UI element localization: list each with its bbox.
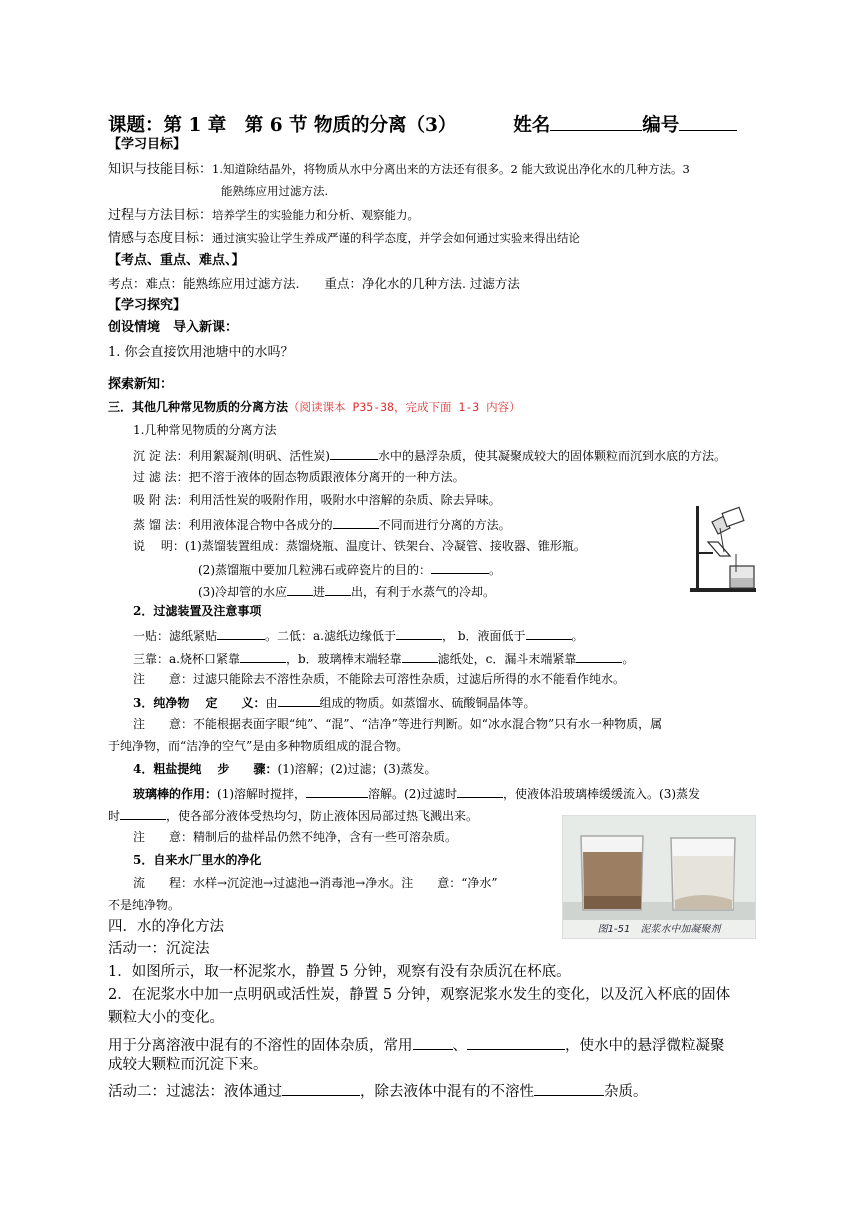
- explain2-b: 。: [489, 563, 502, 577]
- use-blank2: [467, 1034, 565, 1050]
- salt-steps: (1)溶解；(2)过滤；(3)蒸发。: [277, 762, 437, 776]
- lean-blank2: [402, 649, 438, 663]
- notice-pure-1: 注 意：不能根据表面字眼“纯”、“混”、“洁净”等进行判断。如“冰水混合物”只有水一种物质，属: [133, 717, 663, 731]
- explain3-b: 进: [313, 585, 326, 599]
- id-blank: [679, 113, 737, 131]
- title-main: 课题：第 1 章 第 6 节 物质的分离（3）: [108, 115, 457, 136]
- lean-d: 。: [622, 652, 635, 666]
- notice-pure-2: 于纯净物，而“洁净的空气”是由多种物质组成的混合物。: [108, 739, 409, 753]
- tie-a: 一贴：滤纸紧贴: [133, 629, 218, 643]
- explain-3: [198, 582, 495, 600]
- attitude-objective: [108, 230, 580, 247]
- sediment-a: 沉 淀 法：利用絮凝剂(明矾、活性炭): [133, 449, 330, 463]
- use-blank1: [413, 1034, 453, 1050]
- sub2-heading: 2．过滤装置及注意事项: [133, 604, 262, 618]
- rod-label: 玻璃棒的作用：: [133, 787, 218, 801]
- tie-d: 。: [571, 629, 584, 643]
- attitude-text: 通过演实验让学生养成严谨的科学态度，并学会如何通过实验来得出结论: [212, 231, 581, 245]
- section3-note: （阅读课本 P35-38，完成下面 1-3 内容）: [288, 400, 521, 414]
- section4-heading: 四．水的净化方法: [108, 919, 224, 935]
- knowledge-objective: [108, 161, 690, 178]
- step-2a: 2．在泥浆水中加一点明矾或活性炭，静置 5 分钟，观察泥浆水发生的变化，以及沉入杯底的固体: [108, 987, 731, 1003]
- rod-blank2: [457, 784, 503, 798]
- sub5-heading: 5．自来水厂里水的净化: [133, 853, 262, 867]
- tie-blank1: [217, 626, 265, 640]
- distill-a: 蒸 馏 法：利用液体混合物中各成分的: [133, 518, 333, 532]
- use-b: 、: [452, 1038, 467, 1054]
- photo-caption: 图1-51 泥浆水中加凝聚剂: [597, 924, 721, 935]
- usage-line: [108, 1034, 725, 1054]
- section3-heading: [108, 399, 521, 415]
- pure-b: 由: [265, 696, 278, 710]
- tie-b: 。二低：a.滤纸边缘低于: [265, 629, 396, 643]
- knowledge-line1: 1.知道除结晶外，将物质从水中分离出来的方法还有很多。2 能大致说出净化水的几种方法。3: [212, 162, 690, 176]
- objectives-header: 【学习目标】: [108, 137, 187, 152]
- rod-blank1: [306, 784, 368, 798]
- name-blank: [550, 113, 642, 131]
- water-plant-flow-2: 不是纯净物。: [108, 898, 181, 912]
- usage-line-2: 成较大颗粒而沉淀下来。: [108, 1057, 268, 1073]
- act2-c: 杂质。: [604, 1084, 648, 1100]
- keypoints-line: 考点：难点：能熟练应用过滤方法. 重点：净化水的几种方法. 过滤方法: [108, 276, 520, 291]
- tie-c: ， b．液面低于: [442, 629, 526, 643]
- rod2-b: ，使各部分液体受热均匀，防止液体因局部过热飞溅出来。: [166, 809, 479, 823]
- question-1: 1. 你会直接饮用池塘中的水吗？: [108, 345, 294, 360]
- pure-c: 组成的物质。如蒸馏水、硫酸铜晶体等。: [319, 696, 536, 710]
- act2-blank2: [534, 1080, 604, 1096]
- activity-1: 活动一：沉淀法: [108, 941, 210, 957]
- water-plant-flow: 流 程：水样→沉淀池→过滤池→消毒池→净水。注 意：“净水”: [133, 876, 498, 890]
- use-a: 用于分离溶液中混有的不溶性的固体杂质，常用: [108, 1038, 413, 1054]
- step-1: 1．如图所示，取一杯泥浆水，静置 5 分钟，观察有没有杂质沉在杯底。: [108, 964, 571, 980]
- explain-1: 说 明：(1)蒸馏装置组成：蒸馏烧瓶、温度计、铁架台、冷凝管、接收器、锥形瓶。: [133, 539, 586, 553]
- act2-a: 活动二：过滤法：液体通过: [108, 1084, 282, 1100]
- glass-rod-role: [133, 784, 700, 802]
- act2-b: ，除去液体中混有的不溶性: [360, 1084, 534, 1100]
- activity-2: [108, 1080, 648, 1100]
- beakers-illustration: [563, 816, 755, 920]
- adsorb-method: 吸 附 法：利用活性炭的吸附作用，吸附水中溶解的杂质、除去异味。: [133, 493, 501, 507]
- notice-salt: 注 意：精制后的盐样品仍然不纯净，含有一些可溶杂质。: [133, 830, 458, 844]
- name-label: 姓名: [513, 115, 551, 136]
- lean-blank1: [240, 649, 286, 663]
- one-tie-two-low: [133, 626, 584, 644]
- rod-a: (1)溶解时搅拌，: [217, 787, 307, 801]
- explore-header: 【学习探究】: [108, 298, 187, 313]
- pure-a: 3．纯净物 定 义：: [133, 696, 266, 710]
- section3-title: 三．其他几种常见物质的分离方法: [108, 400, 289, 414]
- rod2-blank: [120, 806, 166, 820]
- sediment-method: [133, 446, 726, 464]
- glass-rod-role-2: [108, 806, 478, 824]
- knowledge-line2: 能熟练应用过滤方法.: [221, 184, 329, 198]
- three-lean: [133, 649, 634, 667]
- sub1-heading: 1.几种常见物质的分离方法: [133, 423, 277, 437]
- explain2-blank: [431, 560, 489, 574]
- salt-purification: [133, 761, 437, 777]
- step-2b: 颗粒大小的变化。: [108, 1010, 224, 1026]
- process-label: 过程与方法目标：: [108, 208, 213, 223]
- id-label: 编号: [642, 115, 680, 136]
- process-text: 培养学生的实验能力和分析、观察能力。: [212, 208, 420, 222]
- act2-blank1: [282, 1080, 360, 1096]
- notice-filter: 注 意：过滤只能除去不溶性杂质，不能除去可溶性杂质，过滤后所得的水不能看作纯水。: [133, 672, 626, 686]
- explain3-a: (3)冷却管的水应: [198, 585, 287, 599]
- rod2-a: 时: [108, 809, 121, 823]
- lean-b: ，b．玻璃棒末端轻靠: [285, 652, 402, 666]
- pure-definition: [133, 693, 536, 711]
- explain2-a: (2)蒸馏瓶中要加几粒沸石或碎瓷片的目的：: [198, 563, 431, 577]
- distill-method: [133, 515, 511, 533]
- tie-blank3: [526, 626, 572, 640]
- salt-label: 4．粗盐提纯 步 骤：: [133, 762, 278, 776]
- filter-method: 过 滤 法：把不溶于液体的固态物质跟液体分离开的一种方法。: [133, 470, 465, 484]
- distill-blank: [333, 515, 379, 529]
- lean-c: 滤纸处，c．漏斗末端紧靠: [437, 652, 577, 666]
- page-title: [108, 113, 737, 134]
- sediment-b: 水中的悬浮杂质，使其凝聚成较大的固体颗粒而沉到水底的方法。: [378, 449, 727, 463]
- use-c: ，使水中的悬浮微粒凝聚: [565, 1038, 725, 1054]
- muddy-water-photo: [562, 815, 756, 939]
- explain3-c: 出，有利于水蒸气的冷却。: [351, 585, 496, 599]
- keypoints-header: 【考点、重点、难点、】: [108, 253, 245, 268]
- sediment-blank: [330, 446, 378, 460]
- explain3-blank1: [287, 582, 313, 596]
- distill-b: 不同而进行分离的方法。: [378, 518, 511, 532]
- explain3-blank2: [325, 582, 351, 596]
- knowledge-label: 知识与技能目标：: [108, 162, 213, 177]
- distillation-apparatus-figure: [690, 502, 762, 594]
- rod-b: 溶解。(2)过滤时: [368, 787, 458, 801]
- lean-a: 三靠：a.烧杯口紧靠: [133, 652, 240, 666]
- scene-heading: 创设情境 导入新课：: [108, 320, 239, 335]
- new-knowledge-heading: 探索新知：: [108, 377, 174, 392]
- pure-blank: [278, 693, 320, 707]
- rod-c: ，使液体沿玻璃棒缓缓流入。(3)蒸发: [503, 787, 701, 801]
- explain-2: [198, 560, 501, 578]
- process-objective: [108, 207, 419, 224]
- attitude-label: 情感与态度目标：: [108, 231, 213, 246]
- lean-blank3: [576, 649, 622, 663]
- tie-blank2: [396, 626, 442, 640]
